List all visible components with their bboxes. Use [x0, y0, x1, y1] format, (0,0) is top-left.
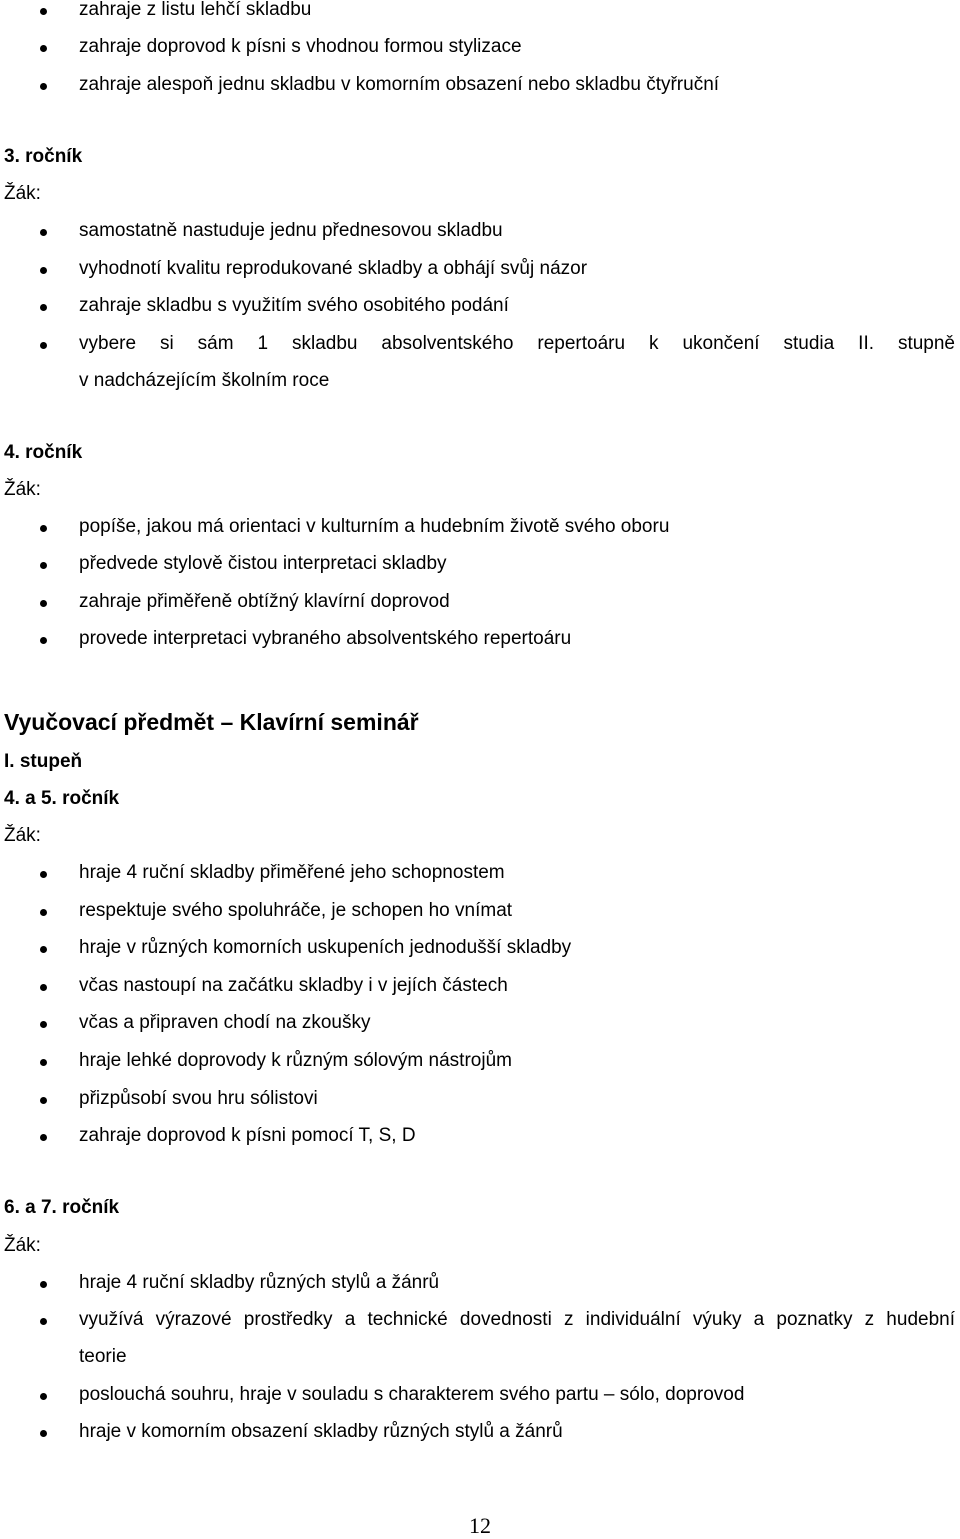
bullet-icon — [40, 525, 47, 532]
bullet-icon — [40, 83, 47, 90]
bullet-icon — [40, 229, 47, 236]
list-item-text: hraje 4 ruční skladby přiměřené jeho schopnostem — [79, 862, 505, 883]
pupil-label: Žák: — [4, 479, 41, 500]
list-item-text: popíše, jakou má orientaci v kulturním a hudebním životě svého oboru — [79, 516, 670, 537]
section-heading: 4. a 5. ročník — [4, 788, 120, 809]
bullet-icon — [40, 562, 47, 569]
list-item-text: včas nastoupí na začátku skladby i v jejích částech — [79, 975, 508, 996]
list-item-text: zahraje doprovod k písni pomocí T, S, D — [79, 1125, 416, 1146]
subject-title: Vyučovací předmět – Klavírní seminář — [4, 709, 419, 735]
list-item-text: provede interpretaci vybraného absolventského repertoáru — [79, 628, 572, 649]
bullet-icon — [40, 1393, 47, 1400]
page-number: 12 — [469, 1513, 491, 1538]
bullet-icon — [40, 1281, 47, 1288]
list-item-text: zahraje skladbu s využitím svého osobitého podání — [79, 295, 509, 316]
list-item-text: samostatně nastuduje jednu přednesovou skladbu — [79, 220, 503, 241]
section-heading: 6. a 7. ročník — [4, 1197, 120, 1218]
bullet-icon — [40, 984, 47, 991]
bullet-icon — [40, 1430, 47, 1437]
pupil-label: Žák: — [4, 1235, 41, 1256]
pupil-label: Žák: — [4, 825, 41, 846]
list-item-text: hraje lehké doprovody k různým sólovým nástrojům — [79, 1050, 512, 1071]
list-item-text: včas a připraven chodí na zkoušky — [79, 1012, 371, 1033]
list-item-text: zahraje přiměřeně obtížný klavírní doprovod — [79, 591, 450, 612]
bullet-icon — [40, 1059, 47, 1066]
bullet-icon — [40, 45, 47, 52]
list-item-text: vybere si sám 1 skladbu absolventského repertoáru k ukončení studia II. stupně — [79, 333, 955, 354]
level-heading: I. stupeň — [4, 751, 83, 772]
bullet-icon — [40, 267, 47, 274]
bullet-icon — [40, 600, 47, 607]
bullet-icon — [40, 1134, 47, 1141]
list-item-text: vyhodnotí kvalitu reprodukované skladby a obhájí svůj názor — [79, 258, 588, 279]
bullet-icon — [40, 8, 47, 15]
bullet-icon — [40, 342, 47, 349]
bullet-icon — [40, 1318, 47, 1325]
list-item-text: zahraje doprovod k písni s vhodnou formou stylizace — [79, 36, 522, 57]
section-heading: 3. ročník — [4, 146, 83, 167]
list-item-text: hraje v komorním obsazení skladby různých stylů a žánrů — [79, 1421, 563, 1442]
list-item-text: předvede stylově čistou interpretaci skladby — [79, 553, 447, 574]
list-item-text: zahraje alespoň jednu skladbu v komorním obsazení nebo skladbu čtyřruční — [79, 74, 720, 95]
bullet-icon — [40, 304, 47, 311]
list-item-continuation: teorie — [79, 1346, 127, 1367]
list-item-text: hraje v různých komorních uskupeních jednodušší skladby — [79, 937, 572, 958]
bullet-icon — [40, 637, 47, 644]
list-item-text: přizpůsobí svou hru sólistovi — [79, 1088, 318, 1109]
section-heading: 4. ročník — [4, 442, 83, 463]
list-item-text: hraje 4 ruční skladby různých stylů a žánrů — [79, 1272, 440, 1293]
bullet-icon — [40, 946, 47, 953]
bullet-icon — [40, 1021, 47, 1028]
pupil-label: Žák: — [4, 183, 41, 204]
list-item-text: zahraje z listu lehčí skladbu — [79, 0, 312, 20]
bullet-icon — [40, 1097, 47, 1104]
list-item-continuation: v nadcházejícím školním roce — [79, 370, 330, 391]
bullet-icon — [40, 909, 47, 916]
list-item-text: respektuje svého spoluhráče, je schopen ho vnímat — [79, 900, 513, 921]
list-item-text: poslouchá souhru, hraje v souladu s charakterem svého partu – sólo, doprovod — [79, 1384, 745, 1405]
bullet-icon — [40, 871, 47, 878]
list-item-text: využívá výrazové prostředky a technické dovednosti z individuální výuky a poznatky z hudební — [79, 1309, 955, 1330]
